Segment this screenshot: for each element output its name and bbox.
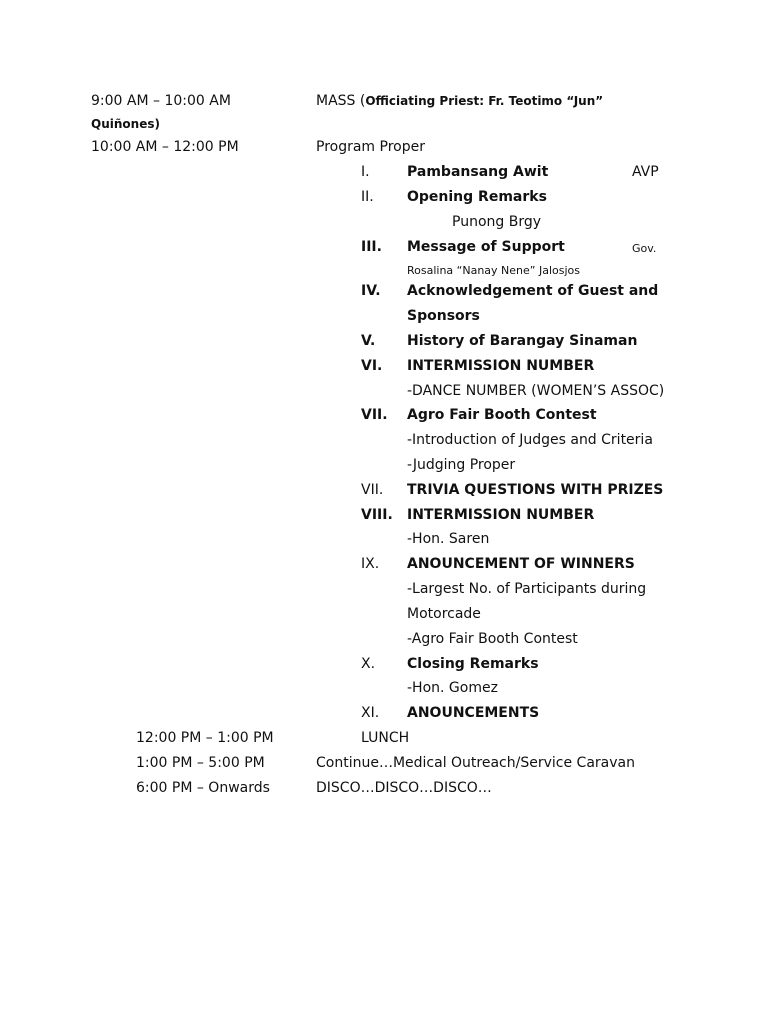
lunch-label: LUNCH xyxy=(361,730,410,746)
item-viii-sub: -Hon. Saren xyxy=(407,531,490,547)
item-ii-title: Opening Remarks xyxy=(407,189,547,205)
item-vii-title: Agro Fair Booth Contest xyxy=(407,407,597,423)
caravan-time: 1:00 PM – 5:00 PM xyxy=(136,755,265,771)
item-x-number: X. xyxy=(361,656,376,672)
item-iv-number: IV. xyxy=(361,283,381,299)
item-vii2-number: VII. xyxy=(361,482,384,498)
item-i-number: I. xyxy=(361,164,370,180)
item-x-title: Closing Remarks xyxy=(407,656,539,672)
program-time: 10:00 AM – 12:00 PM xyxy=(91,139,239,155)
item-iii-note: Gov. xyxy=(632,242,657,255)
item-vii-sub-1: -Introduction of Judges and Criteria xyxy=(407,432,653,448)
item-xi-number: XI. xyxy=(361,705,380,721)
program-label: Program Proper xyxy=(316,139,425,155)
item-iii-number: III. xyxy=(361,239,382,255)
item-viii-title: INTERMISSION NUMBER xyxy=(407,507,595,523)
disco-label: DISCO…DISCO…DISCO… xyxy=(316,780,492,796)
item-ix-sub-1: -Largest No. of Participants during xyxy=(407,581,647,597)
item-v-number: V. xyxy=(361,333,376,349)
mass-priest: Officiating Priest: Fr. Teotimo “Jun” xyxy=(365,94,604,108)
mass-label: MASS ( xyxy=(316,93,366,109)
item-vi-title: INTERMISSION NUMBER xyxy=(407,358,595,374)
item-iv-title: Acknowledgement of Guest and xyxy=(407,283,659,299)
disco-time: 6:00 PM – Onwards xyxy=(136,780,270,796)
item-vii-number: VII. xyxy=(361,407,388,423)
item-vi-sub: -DANCE NUMBER (WOMEN’S ASSOC) xyxy=(407,383,665,399)
item-ix-sub-2: Motorcade xyxy=(407,606,481,622)
item-vii-sub-2: -Judging Proper xyxy=(407,457,516,473)
caravan-label: Continue…Medical Outreach/Service Caravan xyxy=(316,755,635,771)
item-ix-number: IX. xyxy=(361,556,380,572)
lunch-time: 12:00 PM – 1:00 PM xyxy=(136,730,274,746)
item-iii-sub: Rosalina “Nanay Nene” Jalosjos xyxy=(407,264,581,277)
item-x-sub: -Hon. Gomez xyxy=(407,680,498,696)
item-ii-number: II. xyxy=(361,189,374,205)
mass-line xyxy=(316,92,603,110)
item-ix-title: ANOUNCEMENT OF WINNERS xyxy=(407,556,635,572)
item-viii-number: VIII. xyxy=(361,507,393,523)
item-v-title: History of Barangay Sinaman xyxy=(407,333,638,349)
item-iii-title: Message of Support xyxy=(407,239,565,255)
item-i-title: Pambansang Awit xyxy=(407,164,549,180)
mass-time: 9:00 AM – 10:00 AM xyxy=(91,93,231,109)
item-vii2-title: TRIVIA QUESTIONS WITH PRIZES xyxy=(407,482,664,498)
item-ix-sub-3: -Agro Fair Booth Contest xyxy=(407,631,578,647)
item-vi-number: VI. xyxy=(361,358,383,374)
item-i-note: AVP xyxy=(632,164,659,180)
item-ii-sub: Punong Brgy xyxy=(452,214,542,230)
mass-priest-cont: Quiñones) xyxy=(91,117,160,131)
item-xi-title: ANOUNCEMENTS xyxy=(407,705,540,721)
item-iv-title-cont: Sponsors xyxy=(407,308,480,324)
